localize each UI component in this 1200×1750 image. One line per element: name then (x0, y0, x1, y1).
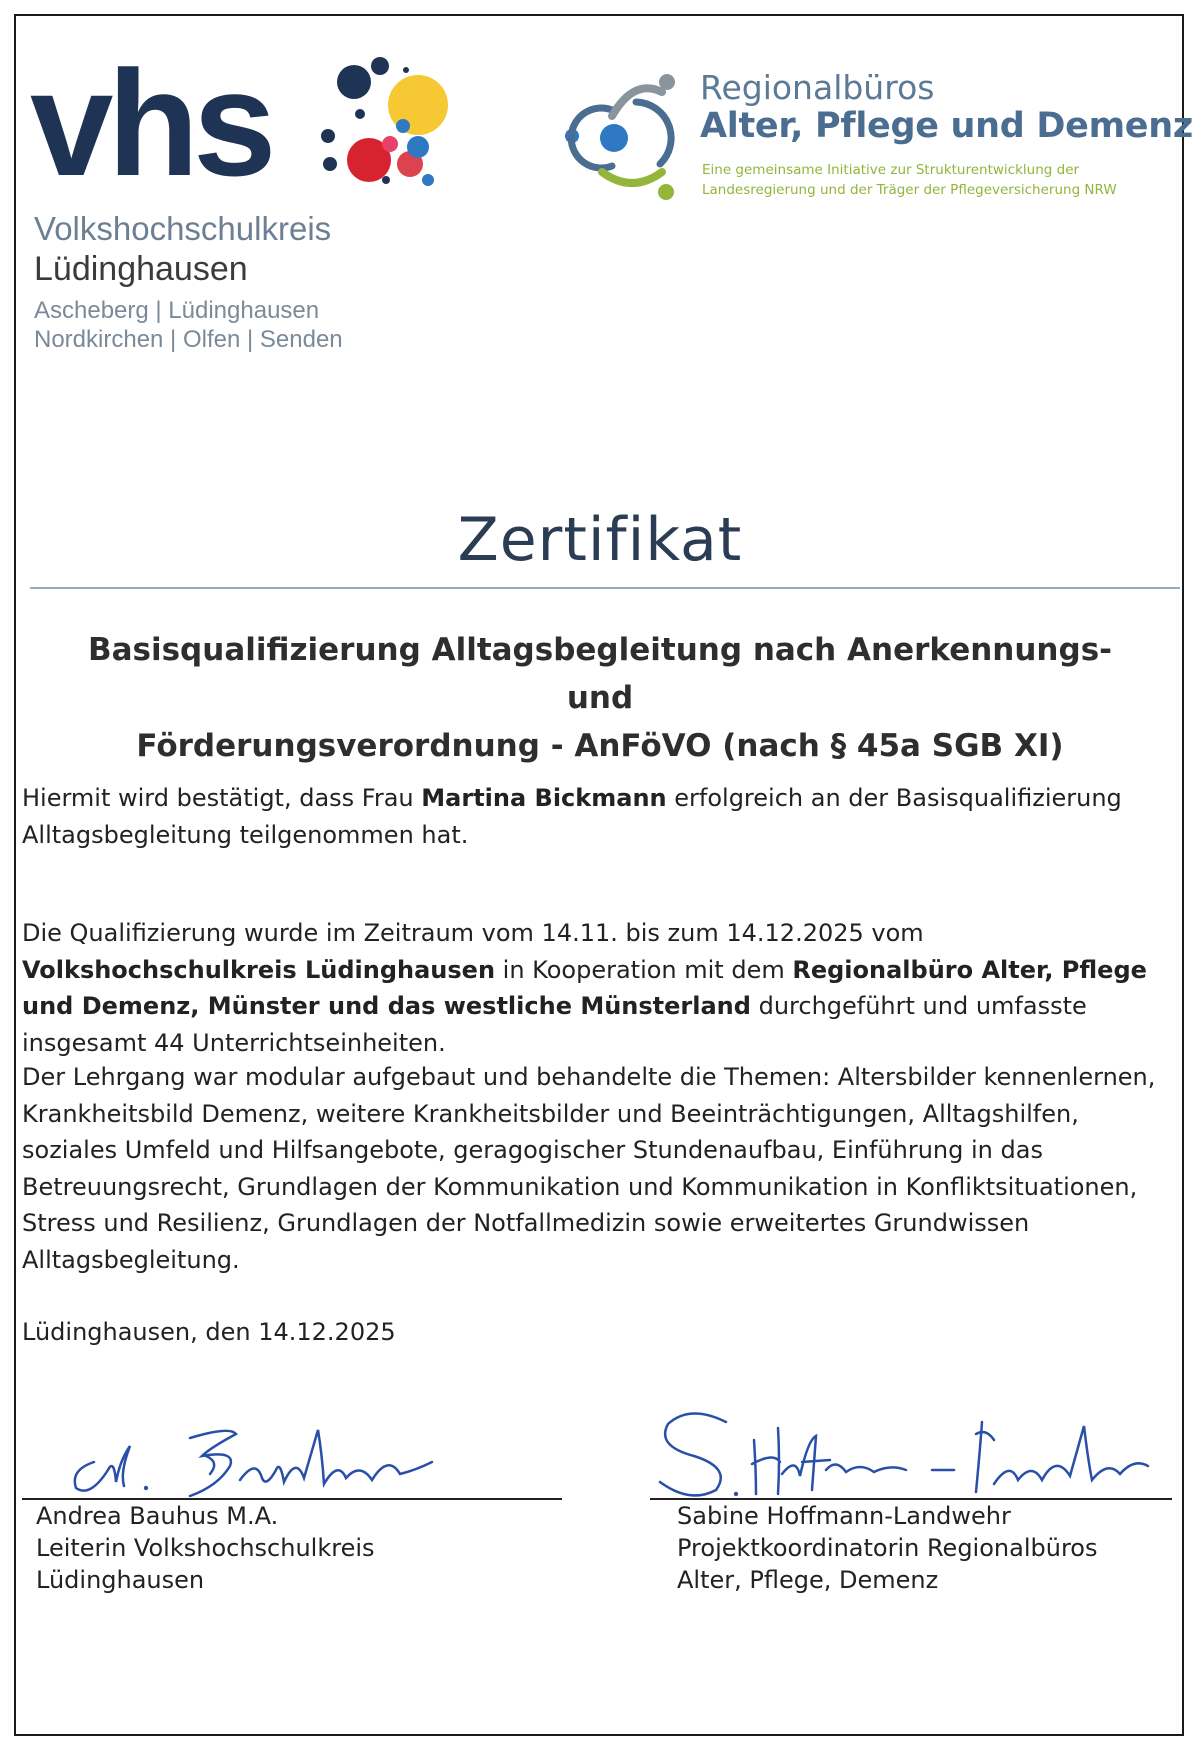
signatory-right-role1: Projektkoordinatorin Regionalbüros (677, 1534, 1098, 1562)
signatory-left-role1: Leiterin Volkshochschulkreis (36, 1534, 375, 1562)
certificate-title: Zertifikat (457, 505, 743, 575)
vhs-places-line1: Ascheberg | Lüdinghausen (34, 297, 320, 324)
regional-logo-icon (562, 68, 682, 208)
vhs-places-line2: Nordkirchen | Olfen | Senden (34, 326, 343, 353)
regional-logo-title2: Alter, Pflege und Demenz (700, 106, 1193, 146)
vhs-city: Lüdinghausen (34, 250, 248, 288)
place-date: Lüdinghausen, den 14.12.2025 (22, 1318, 396, 1346)
course-paragraph (22, 915, 1172, 1061)
signatory-left-role2: Lüdinghausen (36, 1566, 205, 1594)
certificate-subtitle (60, 626, 1140, 770)
signatory-right (677, 1500, 1097, 1596)
regional-logo-sub1: Eine gemeinsame Initiative zur Strukturentwicklung der (702, 162, 1080, 178)
signature-hoffmann (650, 1400, 1170, 1505)
title-divider (30, 587, 1180, 589)
partner-name: Regionalbüro Alter, Pflege und Demenz, Münster und das westliche Münsterland (22, 955, 1147, 1020)
regional-logo-sub2: Landesregierung und der Träger der Pflegeversicherung NRW (702, 182, 1117, 198)
confirmation-paragraph (22, 780, 1172, 853)
vhs-logo (30, 39, 460, 222)
confirmation-rest: erfolgreich an der Basisqualifizierung Alltagsbegleitung teilgenommen hat. (22, 784, 1122, 849)
subtitle-line2: Förderungsverordnung - AnFöVO (nach § 45a SGB XI) (136, 728, 1064, 764)
vhs-wordmark: vhs (30, 39, 271, 207)
course-part1: Die Qualifizierung wurde im Zeitraum vom 14.11. bis zum 14.12.2025 vom (22, 919, 924, 947)
signatory-right-role2: Alter, Pflege, Demenz (677, 1566, 939, 1594)
course-part3: durchgeführt und umfasste insgesamt 44 Unterrichtseinheiten. (22, 992, 1087, 1057)
participant-name: Martina Bickmann (421, 784, 667, 812)
vhs-dots-icon (318, 52, 478, 222)
subtitle-line1: Basisqualifizierung Alltagsbegleitung nach Anerkennungs- und (87, 632, 1113, 716)
vhs-name: Volkshochschulkreis (34, 210, 332, 247)
signature-bauhus (60, 1400, 480, 1500)
signatory-left (36, 1500, 375, 1596)
signatory-left-name: Andrea Bauhus M.A. (36, 1502, 279, 1530)
organizer-name: Volkshochschulkreis Lüdinghausen (22, 955, 496, 984)
regional-logo-title1: Regionalbüros (700, 68, 935, 107)
confirmation-lead: Hiermit wird bestätigt, dass Frau (22, 784, 422, 812)
topics-paragraph: Der Lehrgang war modular aufgebaut und behandelte die Themen: Altersbilder kennenlernen, Krankheitsbild Demenz, weitere Krankheitsbilder und Beeinträchtigungen, Alltagshilfen, soziales Umfeld und Hilfsangebote, geragogischer Stundenaufbau, Einführung in das Betreuungsrecht, Grundlagen der Kommunikation und Kommunikation in Konfliktsituationen, Stress und Resilienz, Grundlagen der Notfallmedizin sowie erweitertes Grundwissen Alltagsbegleitung. (22, 1063, 1156, 1274)
signatory-right-name: Sabine Hoffmann-Landwehr (677, 1502, 1011, 1530)
course-part2: in Kooperation mit dem (495, 955, 793, 984)
